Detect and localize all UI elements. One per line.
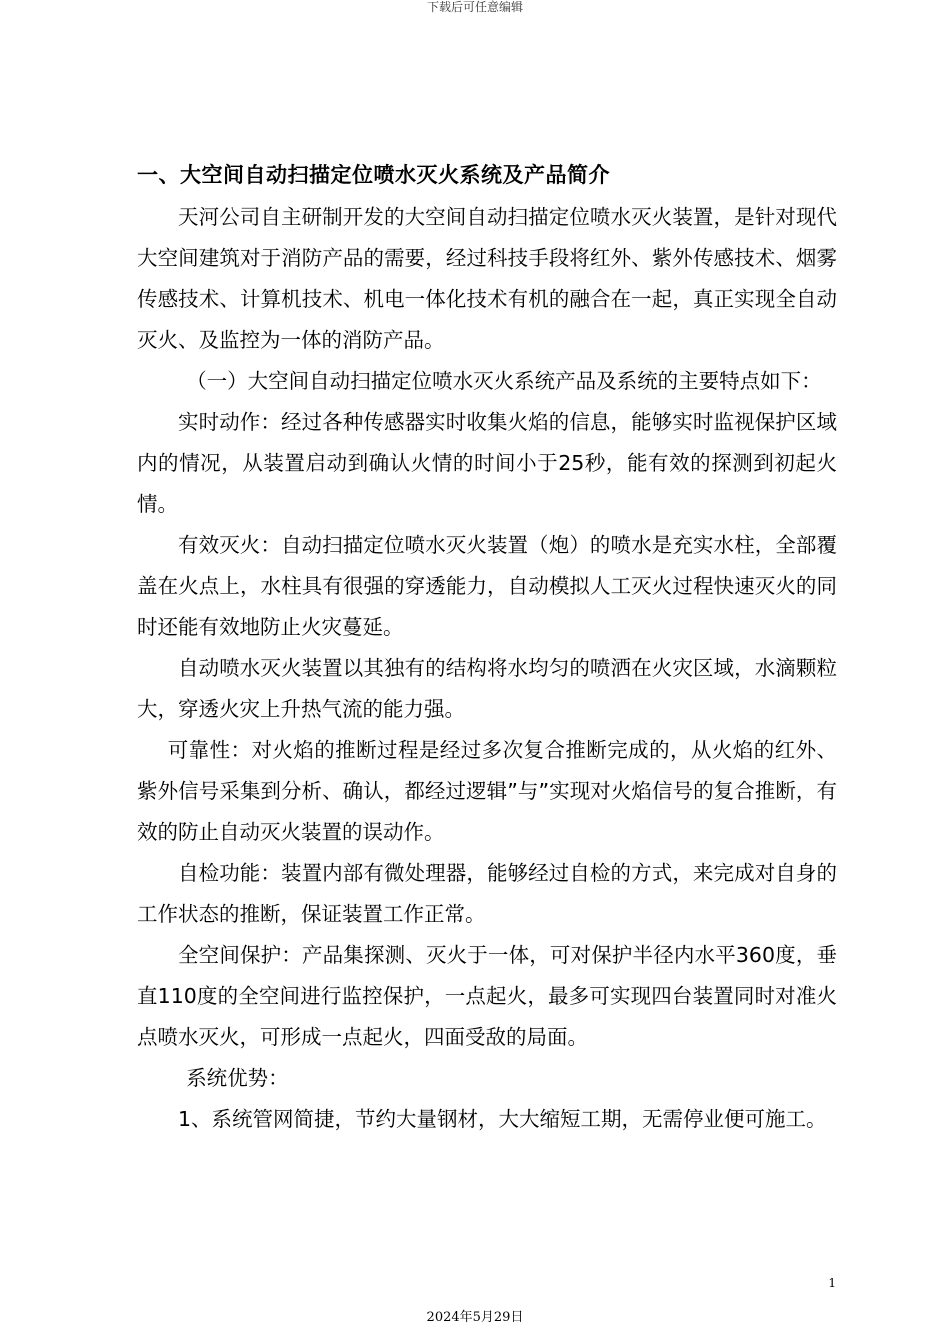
page-number: 1	[828, 1276, 836, 1290]
feature-reliability-paragraph: 可靠性：对火焰的推断过程是经过多次复合推断完成的，从火焰的红外、紫外信号采集到分析、确认，都经过逻辑”与”实现对火焰信号的复合推断，有效的防止自动灭火装置的误动作。	[137, 738, 837, 844]
intro-paragraph: 天河公司自主研制开发的大空间自动扫描定位喷水灭火装置，是针对现代大空间建筑对于消防产品的需要，经过科技手段将红外、紫外传感技术、烟雾传感技术、计算机技术、机电一体化技术有机的融合在一起，真正实现全自动灭火、及监控为一体的消防产品。	[137, 205, 837, 352]
page-header: 下载后可任意编辑	[426, 0, 523, 14]
page-footer-date: 2024年5月29日	[426, 1310, 524, 1325]
section-heading: 一、大空间自动扫描定位喷水灭火系统及产品简介	[137, 163, 610, 187]
document-body	[137, 160, 837, 1140]
feature-realtime-paragraph: 实时动作：经过各种传感器实时收集火焰的信息，能够实时监视保护区域内的情况，从装置启动到确认火情的时间小于25秒，能有效的探测到初起火情。	[137, 410, 837, 516]
feature-fullspace-paragraph: 全空间保护：产品集探测、灭火于一体，可对保护半径内水平360度，垂直110度的全空间进行监控保护，一点起火，最多可实现四台装置同时对准火点喷水灭火，可形成一点起火，四面受敌的局面。	[137, 943, 837, 1049]
feature-selfcheck-paragraph: 自检功能：装置内部有微处理器，能够经过自检的方式，来完成对自身的工作状态的推断，保证装置工作正常。	[137, 861, 837, 926]
features-subheading: （一）大空间自动扫描定位喷水灭火系统产品及系统的主要特点如下：	[186, 369, 822, 393]
advantage-item-1: 1、系统管网简捷，节约大量钢材，大大缩短工期，无需停业便可施工。	[178, 1107, 827, 1131]
sprinkler-paragraph: 自动喷水灭火装置以其独有的结构将水均匀的喷洒在火灾区域，水滴颗粒大，穿透火灾上升热气流的能力强。	[137, 656, 837, 721]
feature-effective-paragraph: 有效灭火：自动扫描定位喷水灭火装置（炮）的喷水是充实水柱，全部覆盖在火点上，水柱具有很强的穿透能力，自动模拟人工灭火过程快速灭火的同时还能有效地防止火灾蔓延。	[137, 533, 837, 639]
advantages-label: 系统优势：	[186, 1066, 289, 1090]
